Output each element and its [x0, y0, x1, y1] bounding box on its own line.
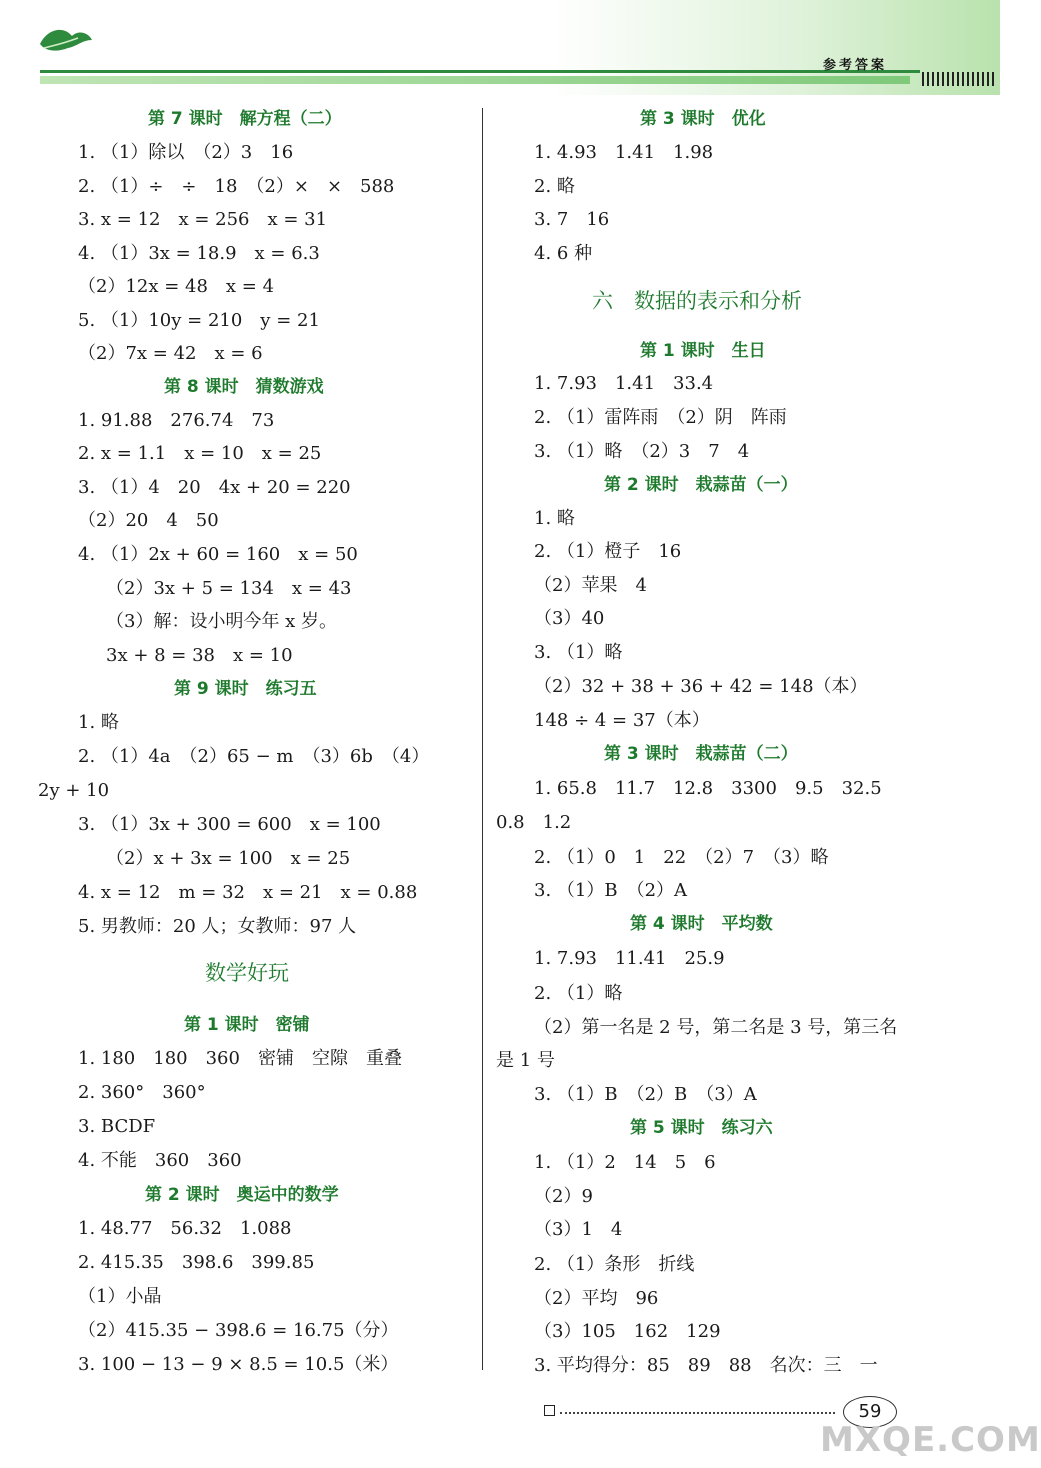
answer-line: 3. 100 − 13 − 9 × 8.5 = 10.5（米）: [78, 1354, 399, 1375]
answer-line: （2）x + 3x = 100 x = 25: [106, 848, 351, 869]
answer-line: 1. 7.93 1.41 33.4: [534, 373, 714, 394]
answer-line: 3. BCDF: [78, 1116, 156, 1137]
answer-line: 5. （1）10y = 210 y = 21: [78, 310, 320, 331]
answer-line: 2. （1）÷ ÷ 18 （2）× × 588: [78, 176, 395, 197]
answer-line: （2）12x = 48 x = 4: [78, 276, 275, 297]
answer-line: 4. x = 12 m = 32 x = 21 x = 0.88: [78, 882, 418, 903]
lesson-heading: 第 5 课时 练习六: [630, 1118, 773, 1138]
answer-line: 2y + 10: [38, 780, 110, 801]
answer-line: 2. 360° 360°: [78, 1082, 206, 1103]
answer-line: 3. 7 16: [534, 209, 610, 230]
answer-line: （1）小晶: [78, 1286, 162, 1307]
lesson-heading: 第 9 课时 练习五: [174, 679, 317, 699]
answer-line: （2）3x + 5 = 134 x = 43: [106, 578, 352, 599]
answer-line: 2. （1）雷阵雨 （2）阴 阵雨: [534, 407, 787, 428]
answer-line: 3x + 8 = 38 x = 10: [106, 645, 293, 666]
leaf-logo-icon: [38, 26, 94, 64]
lesson-heading: 第 3 课时 优化: [640, 109, 766, 129]
answer-line: 1. 4.93 1.41 1.98: [534, 142, 714, 163]
barcode-decoration: [922, 72, 994, 86]
answer-line: （3）105 162 129: [534, 1321, 721, 1342]
answer-line: （2）415.35 − 398.6 = 16.75（分）: [78, 1320, 399, 1341]
answer-line: 0.8 1.2: [496, 812, 572, 833]
page-number: 59: [843, 1396, 897, 1428]
answer-line: 1. （1）除以 （2）3 16: [78, 142, 294, 163]
footer-square-icon: [544, 1405, 555, 1416]
answer-line: 5. 男教师：20 人；女教师：97 人: [78, 916, 357, 937]
header-title: 参考答案: [823, 58, 888, 73]
answer-line: 1. 7.93 11.41 25.9: [534, 948, 725, 969]
answer-line: （3）解：设小明今年 x 岁。: [106, 611, 338, 632]
column-divider: [482, 108, 483, 1370]
lesson-heading: 第 8 课时 猜数游戏: [164, 377, 324, 397]
answer-line: 3. x = 12 x = 256 x = 31: [78, 209, 328, 230]
lesson-heading: 第 2 课时 奥运中的数学: [145, 1185, 339, 1205]
answer-line: 2. （1）4a （2）65 − m （3）6b （4）: [78, 746, 430, 767]
watermark: MXQE.COM: [820, 1420, 1041, 1460]
answer-line: （2）9: [534, 1186, 593, 1207]
answer-line: 3. （1）略: [534, 642, 623, 663]
answer-line: （2）苹果 4: [534, 575, 647, 596]
answer-line: 2. x = 1.1 x = 10 x = 25: [78, 443, 322, 464]
answer-line: 3. （1）4 20 4x + 20 = 220: [78, 477, 351, 498]
answer-line: 1. 65.8 11.7 12.8 3300 9.5 32.5: [534, 778, 882, 799]
lesson-heading: 第 3 课时 栽蒜苗（二）: [604, 744, 798, 764]
answer-line: 1. 略: [78, 712, 119, 733]
answer-line: 3. （1）略 （2）3 7 4: [534, 441, 750, 462]
answer-line: 3. 平均得分：85 89 88 名次：三 一: [534, 1355, 878, 1376]
answer-line: 2. 415.35 398.6 399.85: [78, 1252, 315, 1273]
answer-line: （3）1 4: [534, 1219, 623, 1240]
header-rule: [40, 70, 920, 73]
lesson-heading: 第 1 课时 密铺: [184, 1015, 310, 1035]
answer-line: 1. 180 180 360 密铺 空隙 重叠: [78, 1048, 402, 1069]
answer-line: 4. 不能 360 360: [78, 1150, 242, 1171]
footer-dotted-line: [560, 1412, 835, 1414]
answer-line: 3. （1）3x + 300 = 600 x = 100: [78, 814, 381, 835]
answer-line: 148 ÷ 4 = 37（本）: [534, 710, 710, 731]
answer-line: 3. （1）B （2）A: [534, 880, 688, 901]
answer-line: 1. 48.77 56.32 1.088: [78, 1218, 292, 1239]
answer-line: （2）7x = 42 x = 6: [78, 343, 263, 364]
answer-line: （3）40: [534, 608, 605, 629]
answer-line: 是 1 号: [496, 1050, 555, 1071]
answer-line: 4. （1）2x + 60 = 160 x = 50: [78, 544, 358, 565]
lesson-heading: 第 2 课时 栽蒜苗（一）: [604, 475, 798, 495]
answer-line: 2. （1）条形 折线: [534, 1254, 695, 1275]
answer-line: 2. （1）略: [534, 983, 623, 1004]
answer-line: （2）20 4 50: [78, 510, 219, 531]
answer-line: （2）32 + 38 + 36 + 42 = 148（本）: [534, 676, 868, 697]
answer-line: 2. （1）橙子 16: [534, 541, 682, 562]
answer-line: （2）第一名是 2 号，第二名是 3 号，第三名: [534, 1017, 898, 1038]
answer-line: 1. （1）2 14 5 6: [534, 1152, 716, 1173]
answer-line: 3. （1）B （2）B （3）A: [534, 1084, 757, 1105]
section-title: 数学好玩: [205, 961, 289, 985]
answer-line: 2. （1）0 1 22 （2）7 （3）略: [534, 847, 829, 868]
header-stripe: [40, 76, 910, 84]
answer-line: 2. 略: [534, 176, 575, 197]
answer-line: 4. （1）3x = 18.9 x = 6.3: [78, 243, 320, 264]
answer-line: 1. 略: [534, 508, 575, 529]
lesson-heading: 第 1 课时 生日: [640, 341, 766, 361]
lesson-heading: 第 4 课时 平均数: [630, 914, 773, 934]
lesson-heading: 第 7 课时 解方程（二）: [148, 109, 342, 129]
answer-line: 4. 6 种: [534, 243, 593, 264]
answer-line: （2）平均 96: [534, 1288, 659, 1309]
answer-line: 1. 91.88 276.74 73: [78, 410, 275, 431]
section-title: 六 数据的表示和分析: [592, 289, 802, 313]
